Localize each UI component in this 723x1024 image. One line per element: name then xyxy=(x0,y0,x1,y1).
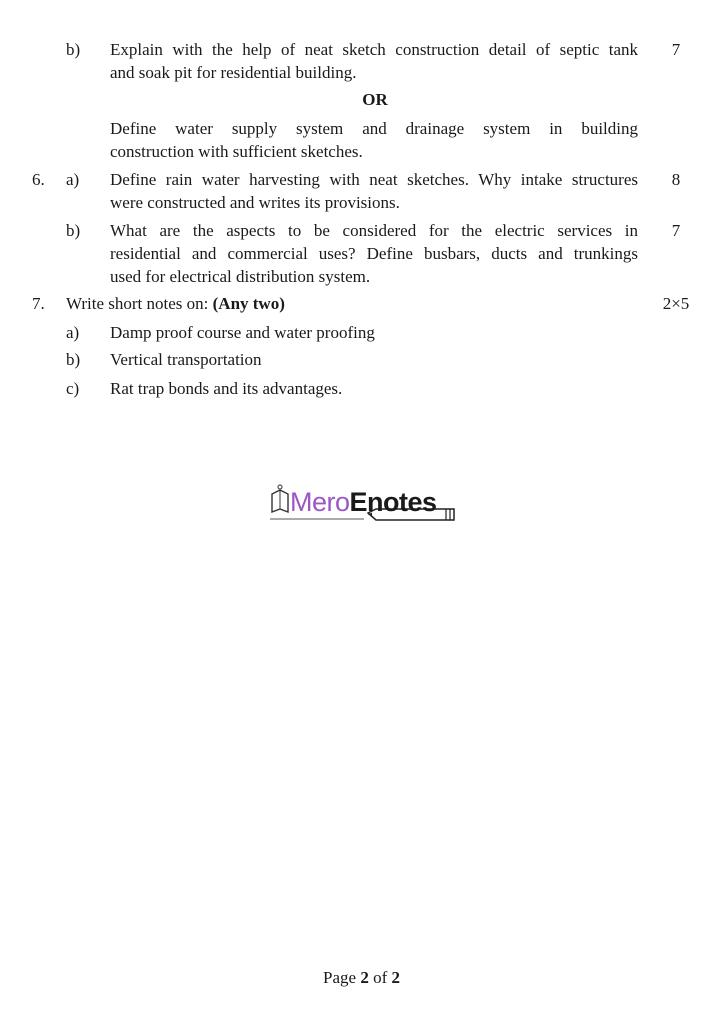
q5b-alt-line1: Define water supply system and drainage system in building xyxy=(110,119,638,138)
meroenotes-logo xyxy=(268,482,462,528)
q5b-line2: and soak pit for residential building. xyxy=(110,63,357,82)
q7b-label: b) xyxy=(66,350,81,369)
q6a-label: a) xyxy=(66,170,80,189)
footer-current-page: 2 xyxy=(360,968,369,987)
q5b-marks: 7 xyxy=(671,40,681,59)
q7c-text: Rat trap bonds and its advantages. xyxy=(110,379,343,398)
q6a-text xyxy=(110,168,638,214)
footer-total-pages: 2 xyxy=(391,968,400,987)
footer-prefix: Page xyxy=(323,968,361,987)
q7-heading-bold: (Any two) xyxy=(212,294,285,313)
q5b-alt-line2: construction with sufficient sketches. xyxy=(110,142,363,161)
q6b-label: b) xyxy=(66,221,81,240)
q7-heading-text: Write short notes on: xyxy=(66,294,213,313)
q6b-line3: used for electrical distribution system. xyxy=(110,267,371,286)
q6a-line2: were constructed and writes its provisions. xyxy=(110,193,400,212)
q7a-text: Damp proof course and water proofing xyxy=(110,323,375,342)
q7c-label: c) xyxy=(66,379,80,398)
q6b-text xyxy=(110,219,638,288)
q6b-line1: What are the aspects to be considered for the electric services in xyxy=(110,221,638,240)
q5b-line1: Explain with the help of neat sketch construction detail of septic tank xyxy=(110,40,638,59)
q5b-label: b) xyxy=(66,40,81,59)
q6b-line2: residential and commercial uses? Define busbars, ducts and trunkings xyxy=(110,244,638,263)
q7b-text: Vertical transportation xyxy=(110,350,262,369)
page-footer xyxy=(0,966,723,989)
q5b-alt-text xyxy=(110,117,638,163)
q7-heading xyxy=(66,292,285,315)
q7-number: 7. xyxy=(32,294,45,313)
q6-number: 6. xyxy=(32,170,45,189)
logo-wordmark: MeroEnotes xyxy=(290,487,437,517)
footer-middle: of xyxy=(368,968,392,987)
q6b-marks: 7 xyxy=(671,221,681,240)
or-separator: OR xyxy=(362,90,388,109)
q6a-marks: 8 xyxy=(671,170,681,189)
q6a-line1: Define rain water harvesting with neat sketches. Why intake structures xyxy=(110,170,638,189)
q5b-text xyxy=(110,38,638,84)
q7-marks: 2×5 xyxy=(662,294,690,313)
q7a-label: a) xyxy=(66,323,80,342)
